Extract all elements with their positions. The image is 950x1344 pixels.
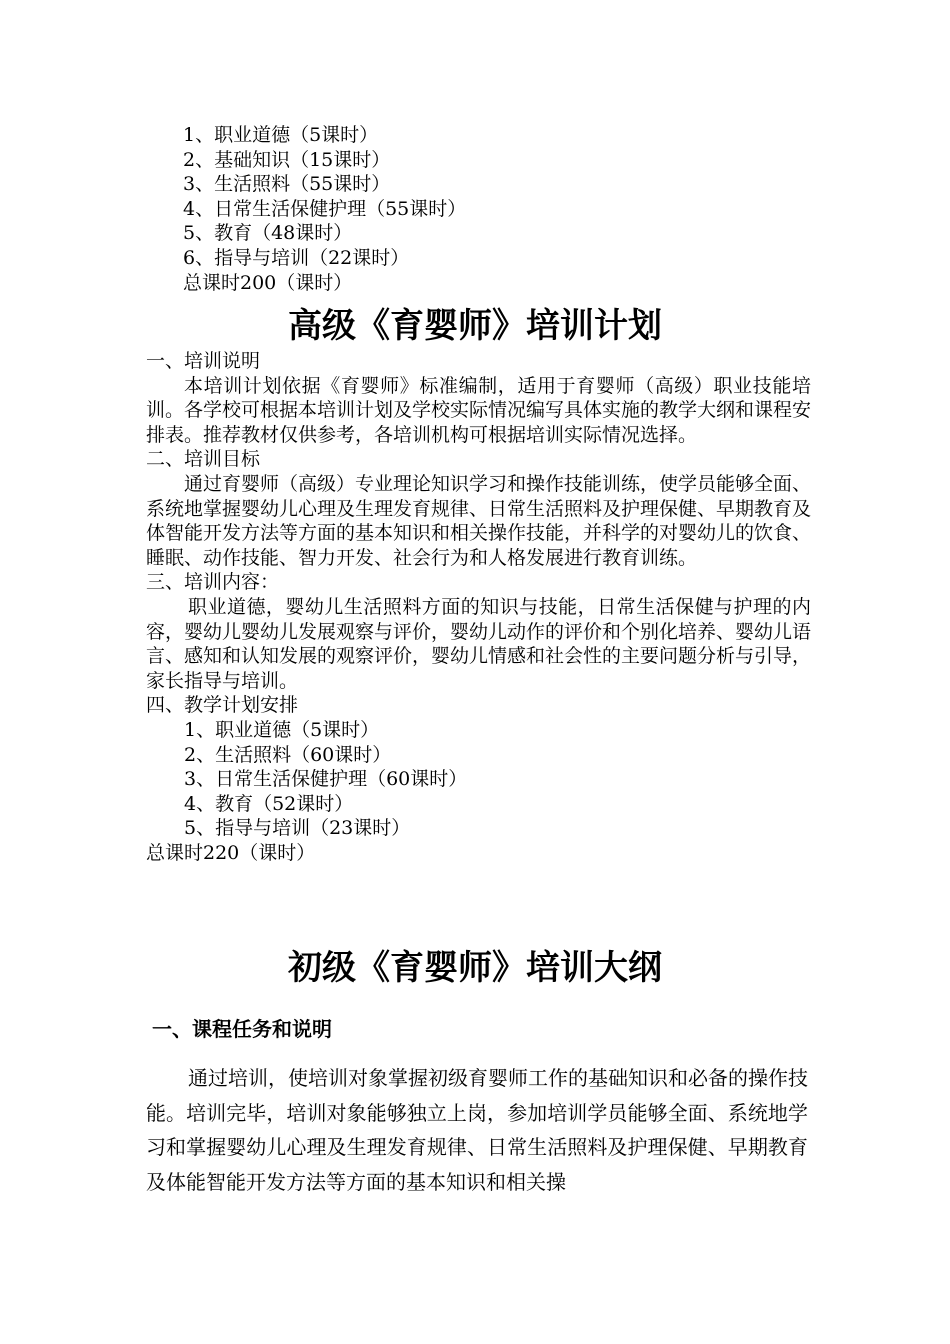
total-hours: 总课时220（课时）: [146, 841, 316, 864]
list-item: 4、教育（52课时）: [184, 792, 354, 815]
section-heading: 一、培训说明: [146, 350, 261, 372]
list-item: 3、生活照料（55课时）: [183, 173, 391, 196]
list-item: 5、指导与培训（23课时）: [184, 817, 411, 840]
advanced-plan-body: [146, 349, 811, 865]
top-course-list: [146, 123, 811, 295]
section-paragraph: 通过育婴师（高级）专业理论知识学习和操作技能训练，使学员能够全面、系统地掌握婴幼儿心理及生理发育规律、日常生活照料及护理保健、早期教育及体智能开发方法等方面的基本知识和相关操作技能，并科学的对婴幼儿的饮食、睡眠、动作技能、智力开发、社会行为和人格发展进行教育训练。: [146, 472, 812, 569]
section-heading: 四、教学计划安排: [146, 694, 299, 717]
list-item: 1、职业道德（5课时）: [184, 718, 380, 741]
list-item: 3、日常生活保健护理（60课时）: [184, 768, 468, 791]
basic-outline-title: 初级《育婴师》培训大纲: [288, 948, 662, 988]
section-paragraph: 通过培训，使培训对象掌握初级育婴师工作的基础知识和必备的操作技能。培训完毕，培训对象能够独立上岗，参加培训学员能够全面、系统地学习和掌握婴幼儿心理及生理发育规律、日常生活照料及护理保健、早期教育及体能智能开发方法等方面的基本知识和相关操: [146, 1066, 808, 1194]
advanced-plan-title: 高级《育婴师》培训计划: [288, 306, 662, 346]
section-heading: 二、培训目标: [146, 448, 261, 471]
list-item: 4、日常生活保健护理（55课时）: [183, 197, 467, 220]
section-paragraph: 本培训计划依据《育婴师》标准编制，适用于育婴师（高级）职业技能培训。各学校可根据本培训计划及学校实际情况编写具体实施的教学大纲和课程安排表。推荐教材仅供参考，各培训机构可根据培训实际情况选择。: [146, 374, 812, 446]
section-heading: 三、培训内容：: [146, 571, 280, 594]
total-hours: 总课时200（课时）: [183, 271, 353, 294]
list-item: 6、指导与培训（22课时）: [183, 246, 410, 269]
section-paragraph: 职业道德，婴幼儿生活照料方面的知识与技能，日常生活保健与护理的内容，婴幼儿婴幼儿发展观察与评价，婴幼儿动作的评价和个别化培养、婴幼儿语言、感知和认知发展的观察评价，婴幼儿情感和社会性的主要问题分析与引导，家长指导与培训。: [146, 595, 812, 692]
section-heading: 一、课程任务和说明: [152, 1017, 332, 1041]
list-item: 2、生活照料（60课时）: [184, 743, 392, 766]
list-item: 5、教育（48课时）: [183, 222, 353, 245]
list-item: 1、职业道德（5课时）: [183, 124, 379, 146]
list-item: 2、基础知识（15课时）: [183, 148, 391, 171]
